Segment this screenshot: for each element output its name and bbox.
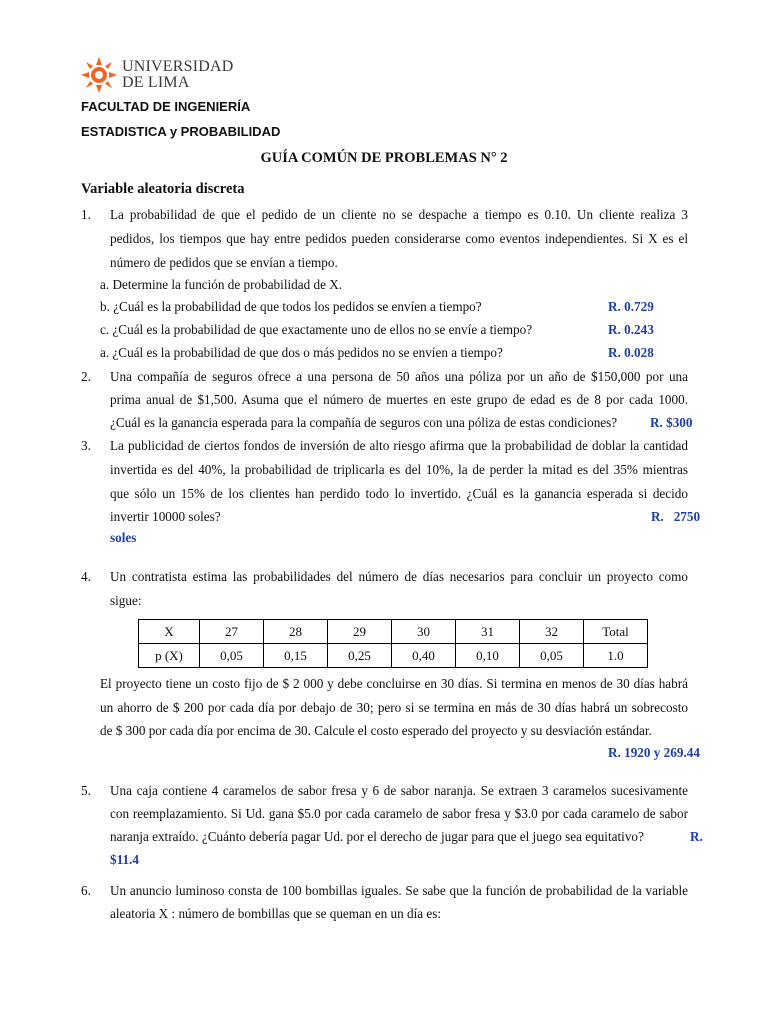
table-cell: 31 <box>456 620 520 644</box>
problem-1-answer-d: R. 0.028 <box>608 345 654 360</box>
problem-4-after-line: El proyecto tiene un costo fijo de $ 2 000 y debe concluirse en 30 días. Si termina en menos de 30 días habrá <box>100 676 688 691</box>
table-cell: 0,05 <box>520 644 584 668</box>
problem-3-line: La publicidad de ciertos fondos de inversión de alto riesgo afirma que la probabilidad de doblar la cantidad <box>110 438 688 453</box>
faculty-heading: FACULTAD DE INGENIERÍA <box>81 99 251 114</box>
table-cell: X <box>139 620 200 644</box>
table-cell: 0,40 <box>392 644 456 668</box>
logo-line-1: UNIVERSIDAD <box>122 58 234 75</box>
problem-1-item-d: a. ¿Cuál es la probabilidad de que dos o más pedidos no se envíen a tiempo? <box>100 345 503 360</box>
table-cell: 0,15 <box>264 644 328 668</box>
problem-3-answer-unit: soles <box>110 530 137 545</box>
problem-3-line: invertida es del 40%, la probabilidad de triplicarla es del 10%, la de perder la mitad es del 35% mientras <box>110 462 688 477</box>
problem-1-answer-c: R. 0.243 <box>608 322 654 337</box>
problem-1-item-c: c. ¿Cuál es la probabilidad de que exactamente uno de ellos no se envíe a tiempo? <box>100 322 533 337</box>
problem-1-line: La probabilidad de que el pedido de un cliente no se despache a tiempo es 0.10. Un cliente realiza 3 <box>110 207 688 222</box>
problem-1-item-b: b. ¿Cuál es la probabilidad de que todos los pedidos se envíen a tiempo? <box>100 299 482 314</box>
table-cell: 0,10 <box>456 644 520 668</box>
table-cell: p (X) <box>139 644 200 668</box>
sun-logo-icon <box>80 56 118 94</box>
problem-5-answer-value: $11.4 <box>110 852 139 867</box>
problem-4-answer: R. 1920 y 269.44 <box>608 745 700 760</box>
table-cell: Total <box>584 620 648 644</box>
problem-3-line: que sólo un 15% de los clientes han perdido todo lo invertido. ¿Cuál es la ganancia esperada si decido <box>110 486 688 501</box>
table-row <box>139 644 648 668</box>
problem-4-line: sigue: <box>110 593 142 608</box>
problem-2-answer: R. $300 <box>650 415 693 430</box>
table-header-row <box>139 620 648 644</box>
problem-2-line: ¿Cuál es la ganancia esperada para la compañía de seguros con una póliza de estas condiciones? <box>110 415 618 430</box>
problem-4-number: 4. <box>81 569 91 584</box>
problem-2-line: prima anual de $1,500. Asuma que el número de muertes en este grupo de edad es de 8 por cada 1000. <box>110 392 688 407</box>
university-logo <box>80 56 240 96</box>
problem-6-line: Un anuncio luminoso consta de 100 bombillas iguales. Se sabe que la función de probabilidad de la variable <box>110 883 688 898</box>
problem-3-number: 3. <box>81 438 91 453</box>
problem-4-after-line: de $ 300 por cada día por encima de 30. Calcule el costo esperado del proyecto y su desviación estándar. <box>100 723 652 738</box>
problem-6-number: 6. <box>81 883 91 898</box>
problem-4-after-line: un ahorro de $ 200 por cada día por debajo de 30; pero si se termina en más de 30 días habrá un sobrecosto <box>100 700 688 715</box>
problem-5-line: con reemplazamiento. Si Ud. gana $5.0 por cada caramelo de sabor fresa y $3.0 por cada caramelo de sabor <box>110 806 688 821</box>
problem-2-number: 2. <box>81 369 91 384</box>
problem-1-line: número de pedidos que se envían a tiempo. <box>110 255 338 270</box>
problem-6-line: aleatoria X : número de bombillas que se queman en un día es: <box>110 906 442 921</box>
problem-5-line: Una caja contiene 4 caramelos de sabor fresa y 6 de sabor naranja. Se extraen 3 caramelos sucesivamente <box>110 783 688 798</box>
table-cell: 0,25 <box>328 644 392 668</box>
problem-3-line: invertir 10000 soles? <box>110 509 221 524</box>
table-cell: 27 <box>200 620 264 644</box>
table-cell: 30 <box>392 620 456 644</box>
course-heading: ESTADISTICA y PROBABILIDAD <box>81 124 281 139</box>
logo-line-2: DE LIMA <box>122 74 190 91</box>
problem-3-answer: R. 2750 <box>651 509 701 524</box>
table-cell: 0,05 <box>200 644 264 668</box>
table-cell: 29 <box>328 620 392 644</box>
problem-5-number: 5. <box>81 783 91 798</box>
problem-1-number: 1. <box>81 207 91 222</box>
table-cell: 1.0 <box>584 644 648 668</box>
problem-4-line: Un contratista estima las probabilidades del número de días necesarios para concluir un proyecto como <box>110 569 688 584</box>
problem-2-line: Una compañía de seguros ofrece a una persona de 50 años una póliza por un año de $150,000 por una <box>110 369 688 384</box>
section-heading: Variable aleatoria discreta <box>81 181 245 197</box>
problem-1-line: pedidos, los tiempos que hay entre pedidos pueden considerarse como eventos independientes. Si X es el <box>110 231 688 246</box>
table-cell: 32 <box>520 620 584 644</box>
problem-1-item-a: a. Determine la función de probabilidad de X. <box>100 277 343 292</box>
problem-5-answer: R. <box>690 829 703 844</box>
table-cell: 28 <box>264 620 328 644</box>
problem-5-line: naranja extraído. ¿Cuánto debería pagar Ud. por el derecho de jugar para que el juego sea equitativo? <box>110 829 644 844</box>
page-title: GUÍA COMÚN DE PROBLEMAS N° 2 <box>260 150 508 166</box>
probability-table <box>138 619 648 668</box>
problem-1-answer-b: R. 0.729 <box>608 299 654 314</box>
